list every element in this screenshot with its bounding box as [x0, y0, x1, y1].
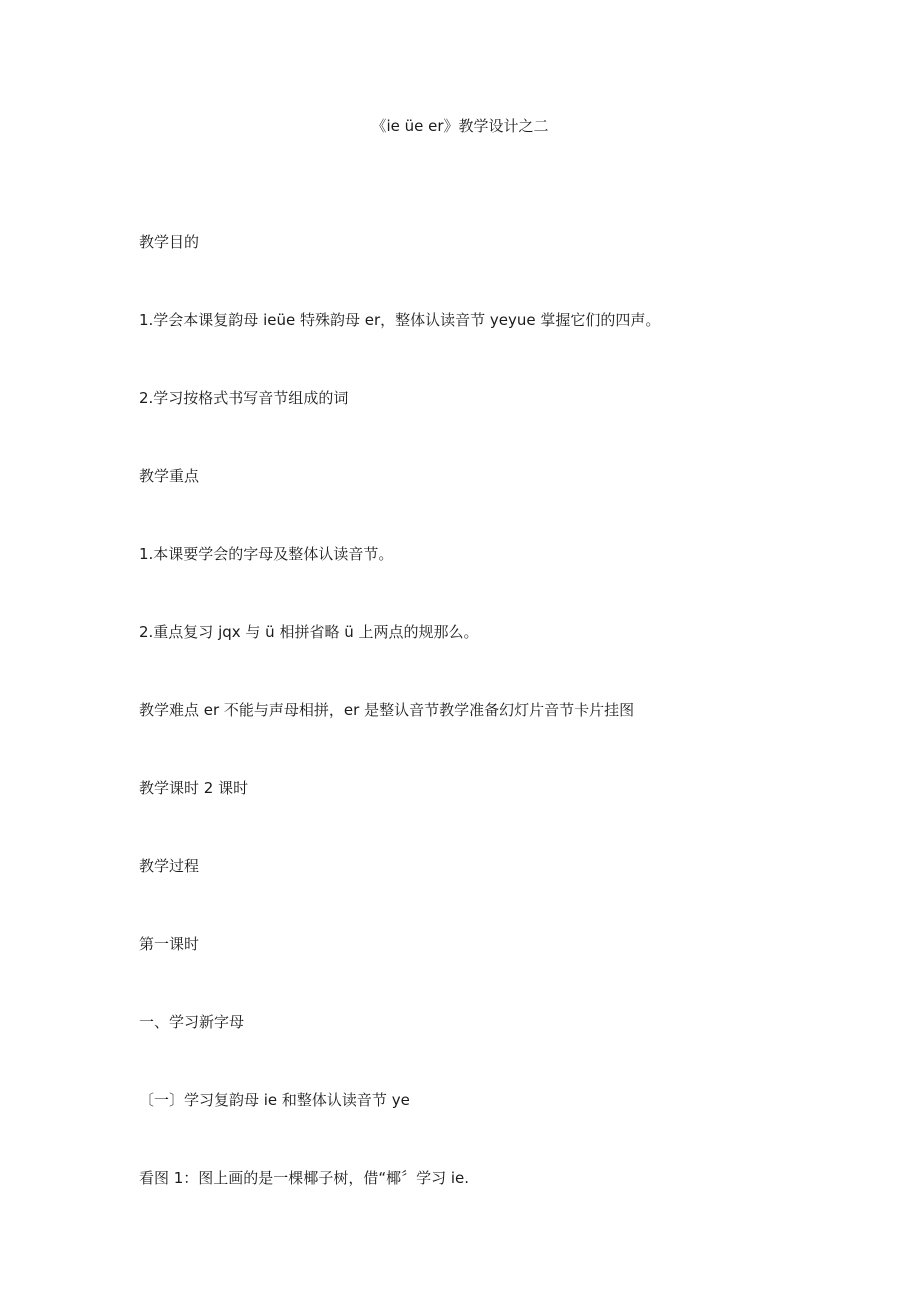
paragraph-class-hours: 教学课时 2 课时 [139, 779, 249, 797]
paragraph-objective-2: 2.学习按格式书写音节组成的词 [139, 389, 349, 407]
heading-teaching-process: 教学过程 [139, 857, 200, 875]
paragraph-objective-1: 1.学会本课复韵母 ieüe 特殊韵母 er，整体认读音节 yeyue 掌握它们的四声。 [139, 311, 661, 329]
heading-learn-ie-ye: 〔一〕学习复韵母 ie 和整体认读音节 ye [139, 1091, 410, 1109]
heading-key-points: 教学重点 [139, 467, 200, 485]
document-title: 《ie üe er》教学设计之二 [371, 117, 549, 135]
paragraph-picture-1: 看图 1：图上画的是一棵椰子树，借“椰〞学习 ie. [139, 1169, 470, 1187]
heading-first-lesson: 第一课时 [139, 935, 200, 953]
paragraph-difficulties: 教学难点 er 不能与声母相拼，er 是整认音节教学准备幻灯片音节卡片挂图 [139, 701, 635, 719]
paragraph-key-point-1: 1.本课要学会的字母及整体认读音节。 [139, 545, 394, 563]
heading-teaching-objectives: 教学目的 [139, 233, 200, 251]
heading-learn-new-letters: 一、学习新字母 [139, 1013, 245, 1031]
paragraph-key-point-2: 2.重点复习 jqx 与 ü 相拼省略 ü 上两点的规那么。 [139, 623, 479, 641]
